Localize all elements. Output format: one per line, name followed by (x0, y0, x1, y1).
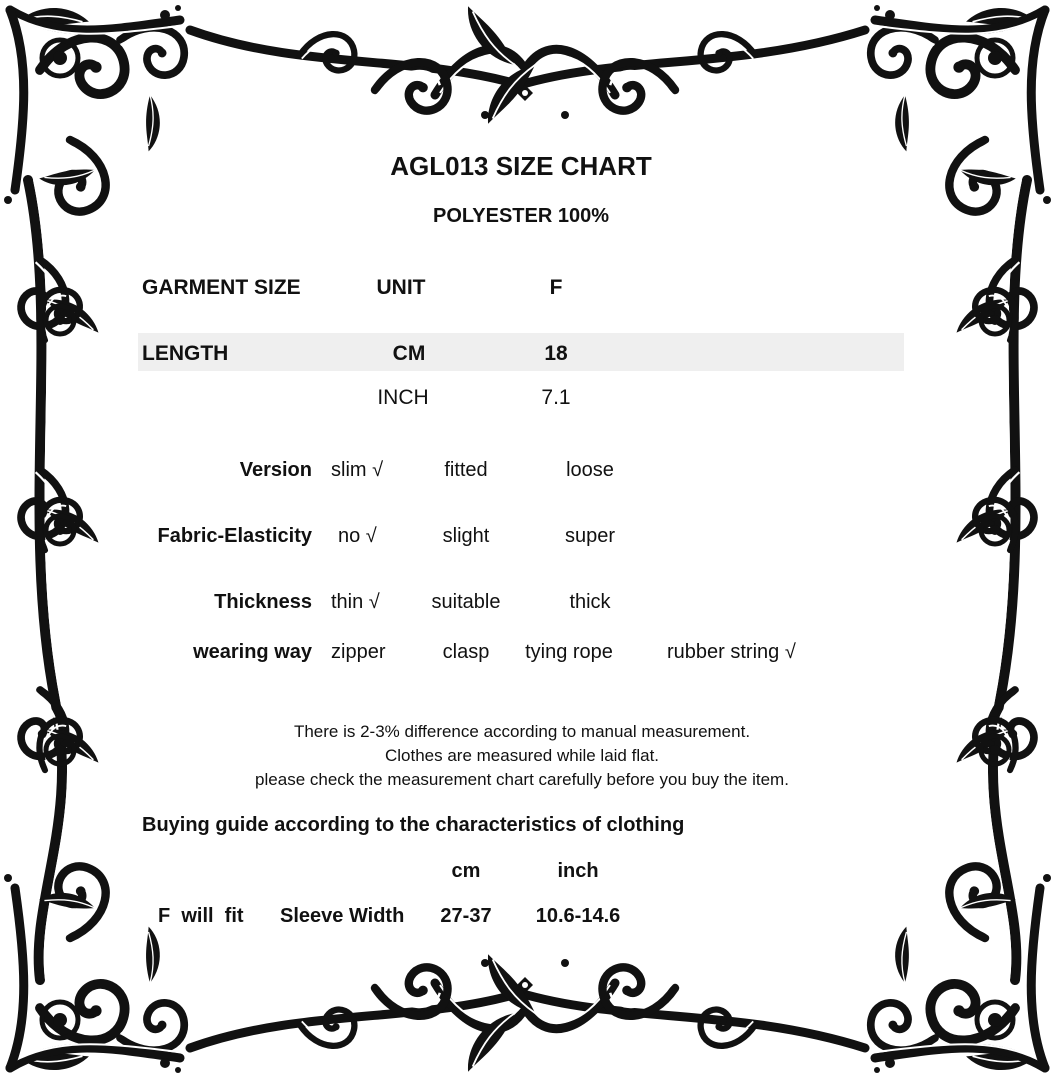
column-header-size-f: F (549, 276, 563, 299)
row-label-length: LENGTH (142, 342, 229, 365)
note-line: please check the measurement chart carefully before you buy the item. (255, 770, 789, 789)
attribute-option: super (564, 525, 616, 547)
column-header-unit: UNIT (376, 276, 426, 299)
table-row-highlight (138, 333, 904, 371)
attribute-option: no √ (338, 525, 377, 547)
attribute-option: zipper (331, 641, 386, 663)
buying-guide-size: F will fit (158, 905, 244, 927)
page-title: AGL013 SIZE CHART (390, 151, 652, 181)
attribute-option: thin √ (331, 591, 380, 613)
length-cm-value: 18 (544, 342, 568, 365)
unit-cm: CM (392, 342, 426, 365)
column-header-garment-size: GARMENT SIZE (142, 276, 301, 299)
attribute-label-wearing-way: wearing way (193, 641, 312, 663)
attribute-option: loose (566, 459, 614, 481)
buying-guide-heading: Buying guide according to the characteristics of clothing (142, 814, 685, 836)
attribute-option: thick (569, 591, 611, 613)
note-line: There is 2-3% difference according to manual measurement. (293, 722, 751, 741)
material-label: POLYESTER 100% (432, 205, 610, 227)
attribute-option: rubber string √ (667, 641, 796, 663)
attribute-option: tying rope (525, 641, 613, 663)
attribute-option: clasp (442, 641, 490, 663)
buying-guide-column-inch: inch (557, 860, 599, 882)
buying-guide-cm-value: 27-37 (440, 905, 492, 927)
attribute-label-fabric-elasticity: Fabric-Elasticity (157, 525, 312, 547)
length-inch-value: 7.1 (541, 386, 571, 409)
attribute-label-thickness: Thickness (214, 591, 312, 613)
attribute-option: suitable (431, 591, 501, 613)
buying-guide-measure: Sleeve Width (280, 905, 405, 927)
attribute-option: fitted (444, 459, 488, 481)
unit-inch: INCH (377, 386, 429, 409)
attribute-option: slight (442, 525, 490, 547)
attribute-label-version: Version (239, 459, 312, 481)
attribute-option: slim √ (331, 459, 384, 481)
note-line: Clothes are measured while laid flat. (384, 746, 660, 765)
buying-guide-column-cm: cm (451, 860, 481, 882)
buying-guide-inch-value: 10.6-14.6 (535, 905, 621, 927)
